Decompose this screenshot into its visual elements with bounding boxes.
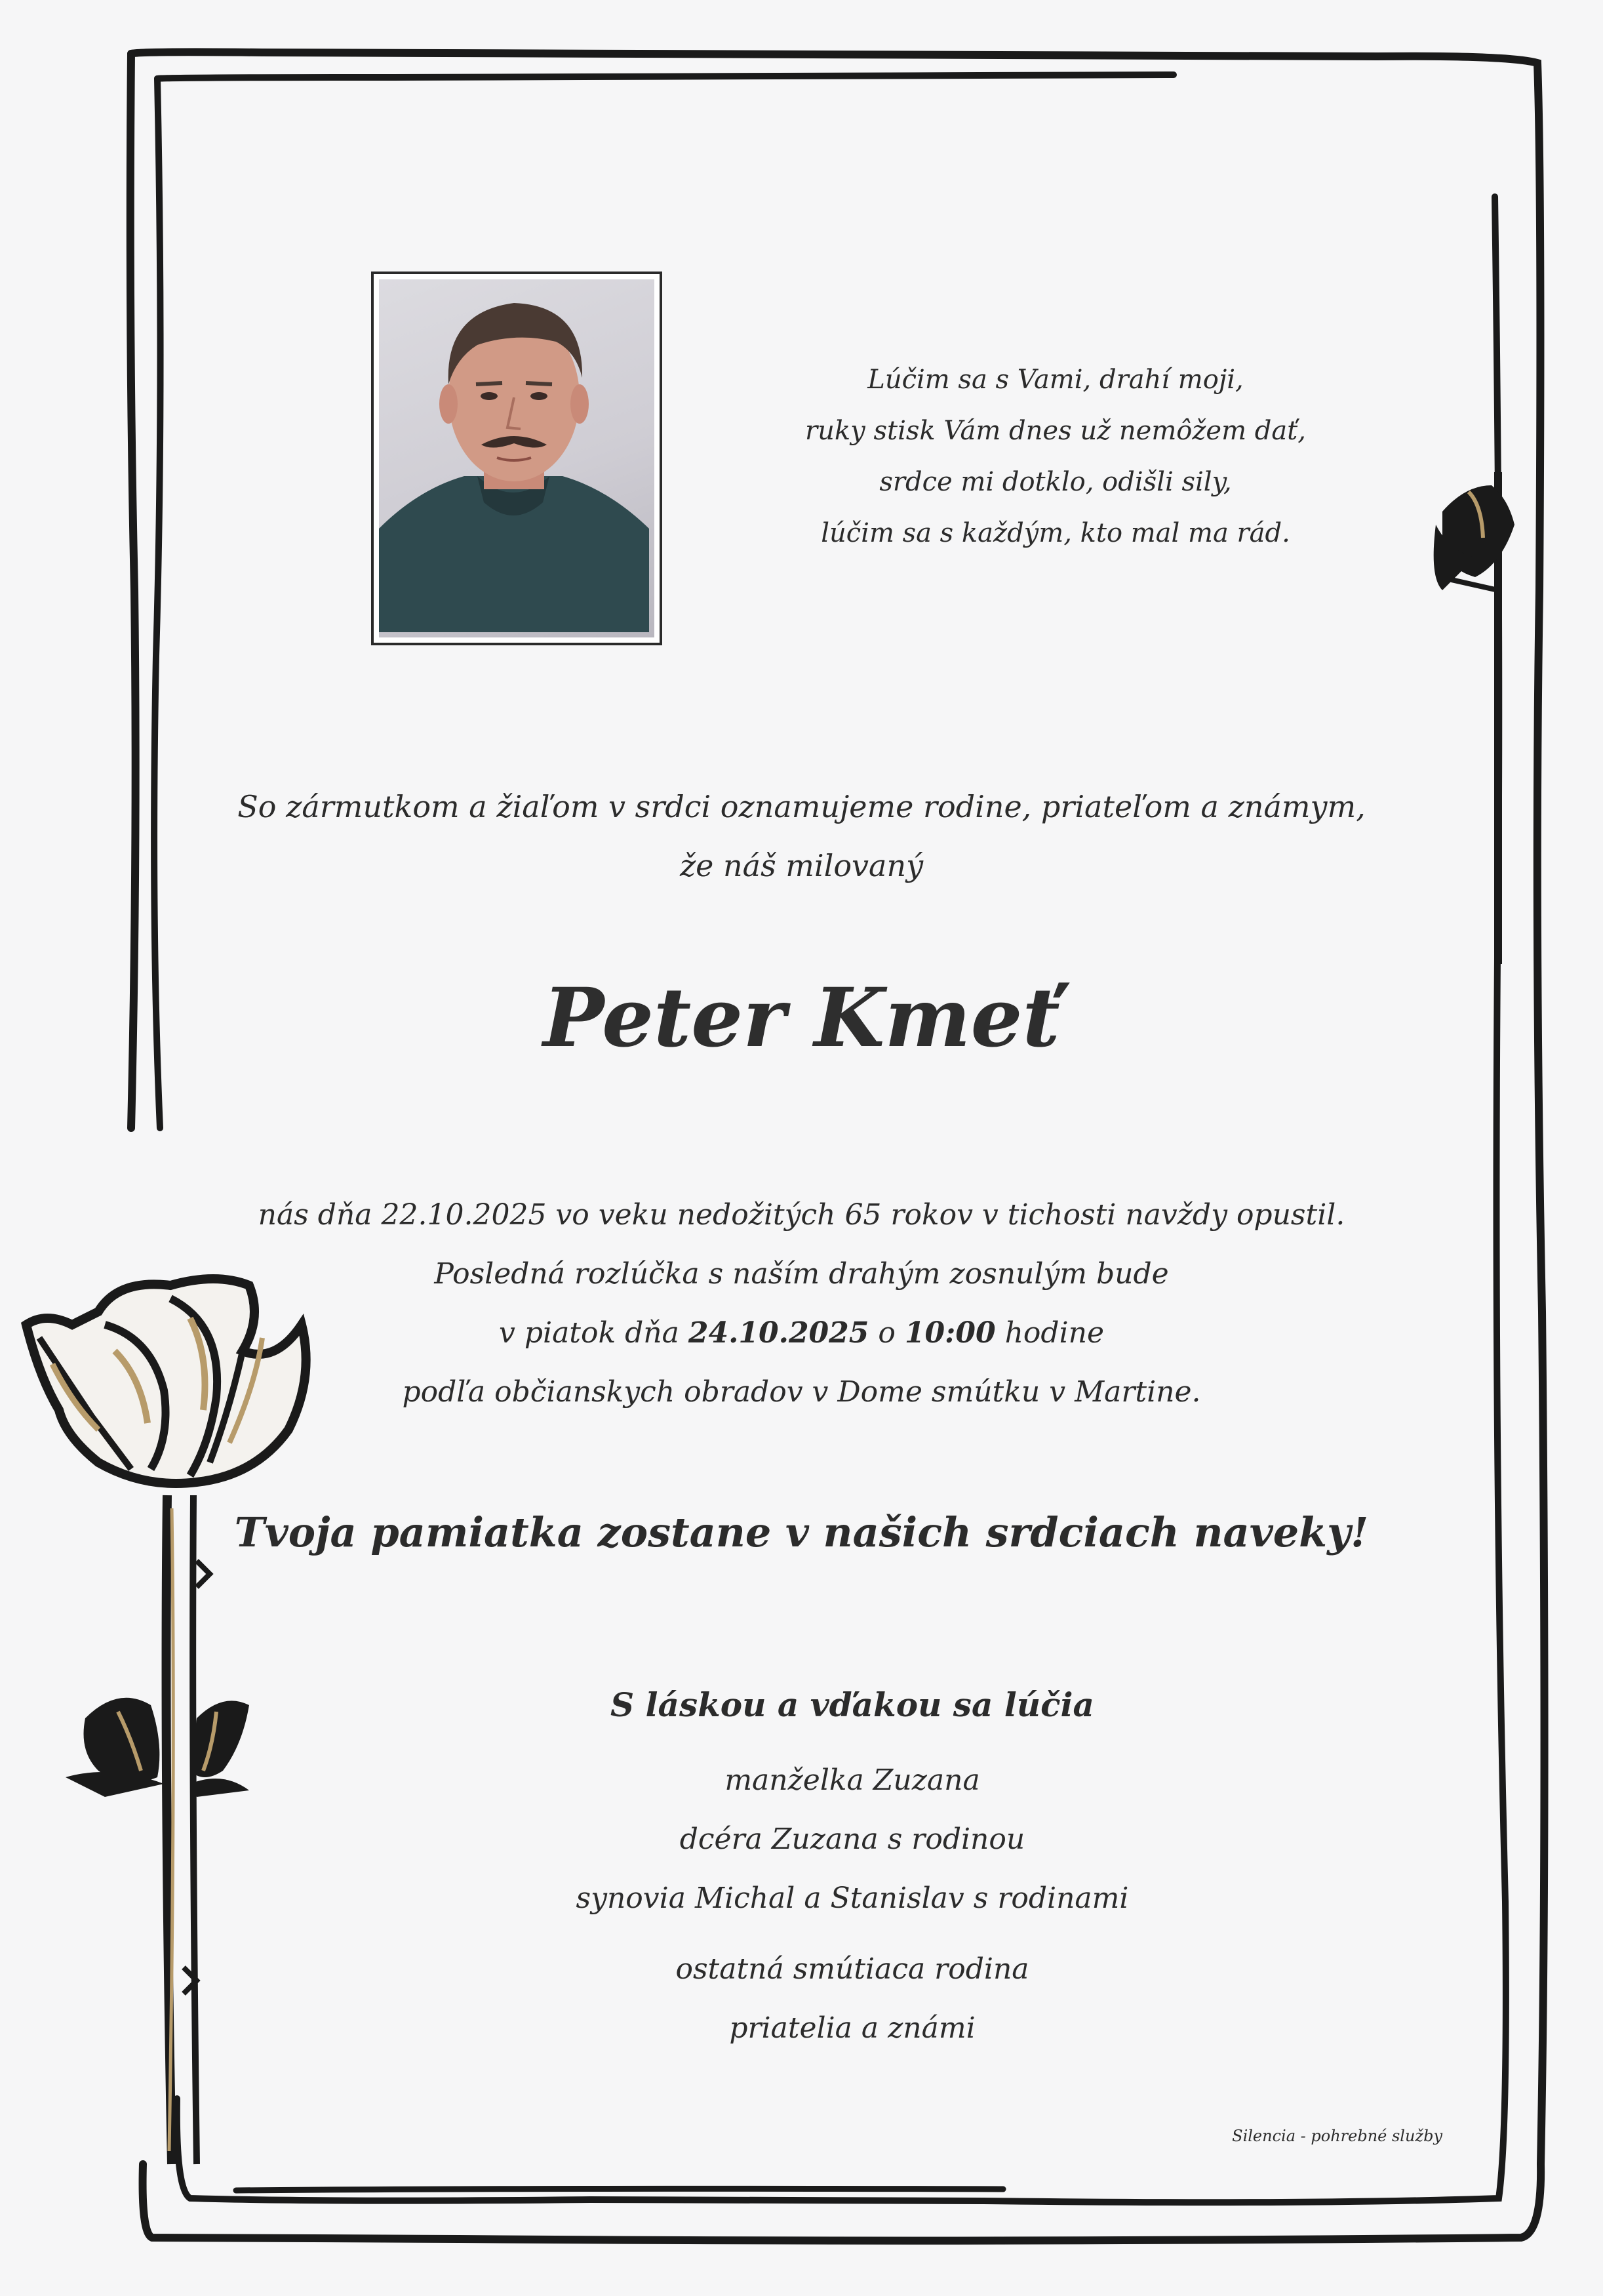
funeral-details <box>197 1186 1406 1422</box>
portrait-silhouette-icon <box>379 279 649 632</box>
mourner-item: dcéra Zuzana s rodinou <box>679 1823 1025 1856</box>
signature-heading: S láskou a vďakou sa lúčia <box>610 1685 1094 1724</box>
mourners-list <box>328 1751 1377 2058</box>
verse-line: ruky stisk Vám dnes už nemôžem dať, <box>805 416 1306 446</box>
memorial-verse <box>774 354 1337 559</box>
inner-frame-line <box>157 75 1174 79</box>
funeral-agency: Silencia - pohrebné služby <box>1232 2127 1442 2145</box>
mourner-item: priatelia a známi <box>729 2011 976 2045</box>
details-prefix: v piatok dňa <box>498 1316 688 1350</box>
mourner-item: manželka Zuzana <box>724 1763 980 1797</box>
details-line <box>197 1304 1406 1363</box>
inner-frame-bottom-short <box>236 2188 1003 2190</box>
announcement-line: So zármutkom a žiaľom v srdci oznamujeme rodine, priateľom a známym, <box>237 789 1366 824</box>
portrait-image <box>379 279 654 637</box>
deceased-name: Peter Kmeť <box>543 971 1060 1066</box>
details-mid: o <box>869 1316 905 1350</box>
memorial-motto: Tvoja pamiatka zostane v našich srdciach naveky! <box>234 1508 1369 1556</box>
rosebud-ornament-icon <box>1434 472 1514 964</box>
details-line: Posledná rozlúčka s naším drahým zosnulým bude <box>434 1257 1169 1291</box>
announcement <box>197 777 1406 895</box>
inner-frame-left <box>154 79 160 1128</box>
verse-line: srdce mi dotklo, odišli sily, <box>879 467 1232 497</box>
verse-line: lúčim sa s každým, kto mal ma rád. <box>821 518 1290 548</box>
mourner-item: ostatná smútiaca rodina <box>675 1952 1029 1986</box>
verse-line: Lúčim sa s Vami, drahí moji, <box>867 365 1244 395</box>
details-line: nás dňa 22.10.2025 vo veku nedožitých 65 rokov v tichosti navždy opustil. <box>258 1198 1345 1232</box>
funeral-date: 24.10.2025 <box>688 1316 869 1350</box>
portrait-photo <box>371 272 662 645</box>
mourner-item: synovia Michal a Stanislav s rodinami <box>576 1882 1129 1915</box>
details-suffix: hodine <box>995 1316 1105 1350</box>
outer-frame-left-top <box>130 54 136 1128</box>
details-line: podľa občianskych obradov v Dome smútku v Martine. <box>402 1375 1201 1409</box>
announcement-line: že náš milovaný <box>679 848 924 883</box>
funeral-time: 10:00 <box>904 1316 996 1350</box>
